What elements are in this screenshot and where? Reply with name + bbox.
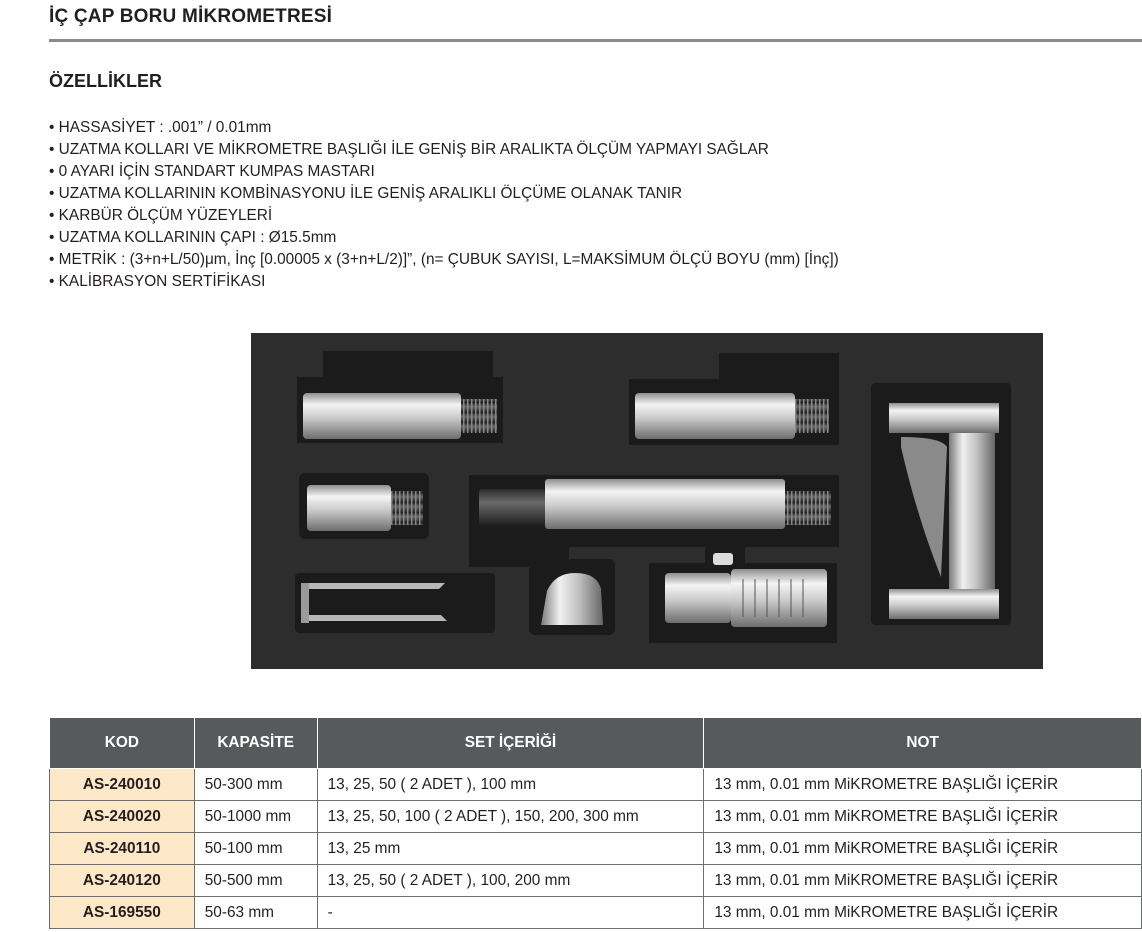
note-cell: 13 mm, 0.01 mm MiKROMETRE BAŞLIĞI İÇERİR [704,801,1142,833]
column-header: SET İÇERİĞİ [317,718,704,769]
table-row [50,769,1142,801]
feature-item: • UZATMA KOLLARININ KOMBİNASYONU İLE GENİŞ ARALIKLI ÖLÇÜME OLANAK TANIR [49,183,839,205]
note-cell: 13 mm, 0.01 mm MiKROMETRE BAŞLIĞI İÇERİR [704,865,1142,897]
contents-cell: 13, 25 mm [317,833,704,865]
feature-item: • HASSASİYET : .001” / 0.01mm [49,117,839,139]
column-header: KAPASİTE [194,718,317,769]
rod-thread [391,491,423,525]
page-title: İÇ ÇAP BORU MİKROMETRESİ [49,6,333,27]
note-cell: 13 mm, 0.01 mm MiKROMETRE BAŞLIĞI İÇERİR [704,833,1142,865]
product-code: AS-240010 [50,769,195,801]
capacity-cell: 50-63 mm [194,897,317,929]
note-cell: 13 mm, 0.01 mm MiKROMETRE BAŞLIĞI İÇERİR [704,897,1142,929]
title-divider [49,39,1142,42]
table-row [50,801,1142,833]
product-code: AS-169550 [50,897,195,929]
capacity-cell: 50-1000 mm [194,801,317,833]
section-heading: ÖZELLİKLER [49,71,162,91]
capacity-cell: 50-500 mm [194,865,317,897]
feature-item: • UZATMA KOLLARININ ÇAPI : Ø15.5mm [49,227,839,249]
table-header-row [50,718,1142,769]
table-row [50,833,1142,865]
capacity-cell: 50-300 mm [194,769,317,801]
product-code: AS-240120 [50,865,195,897]
feature-item: • 0 AYARI İÇİN STANDART KUMPAS MASTARI [49,161,839,183]
column-header: NOT [704,718,1142,769]
product-code: AS-240020 [50,801,195,833]
column-header: KOD [50,718,195,769]
rod-end-collar [479,489,545,527]
contents-cell: - [317,897,704,929]
extension-rod-100 [303,393,461,439]
contents-cell: 13, 25, 50, 100 ( 2 ADET ), 150, 200, 300 mm [317,801,704,833]
feature-list [49,117,839,293]
table-row [50,897,1142,929]
feature-item: • KALİBRASYON SERTİFİKASI [49,271,839,293]
table-row [50,865,1142,897]
contents-cell: 13, 25, 50 ( 2 ADET ), 100 mm [317,769,704,801]
rod-thread [785,491,831,525]
micrometer-sleeve [665,573,731,623]
note-cell: 13 mm, 0.01 mm MiKROMETRE BAŞLIĞI İÇERİR [704,769,1142,801]
rod-thread [461,399,497,433]
product-photo [251,333,1043,669]
extension-rod-25 [307,485,391,531]
feature-item: • UZATMA KOLLARI VE MİKROMETRE BAŞLIĞI İLE GENİŞ BİR ARALIKTA ÖLÇÜM YAPMAYI SAĞLAR [49,139,839,161]
extension-rod-50 [635,393,795,439]
feature-item: • METRİK : (3+n+L/50)μm, İnç [0.00005 x (3+n+L/2)]”, (n= ÇUBUK SAYISI, L=MAKSİMUM ÖLÇÜ BOYU (mm) [İnç]) [49,249,839,271]
extension-rod-long [545,479,785,529]
product-table [49,717,1142,929]
rod-thread [795,399,829,433]
product-code: AS-240110 [50,833,195,865]
feature-item: • KARBÜR ÖLÇÜM YÜZEYLERİ [49,205,839,227]
lock-knob [713,553,733,565]
capacity-cell: 50-100 mm [194,833,317,865]
contents-cell: 13, 25, 50 ( 2 ADET ), 100, 200 mm [317,865,704,897]
